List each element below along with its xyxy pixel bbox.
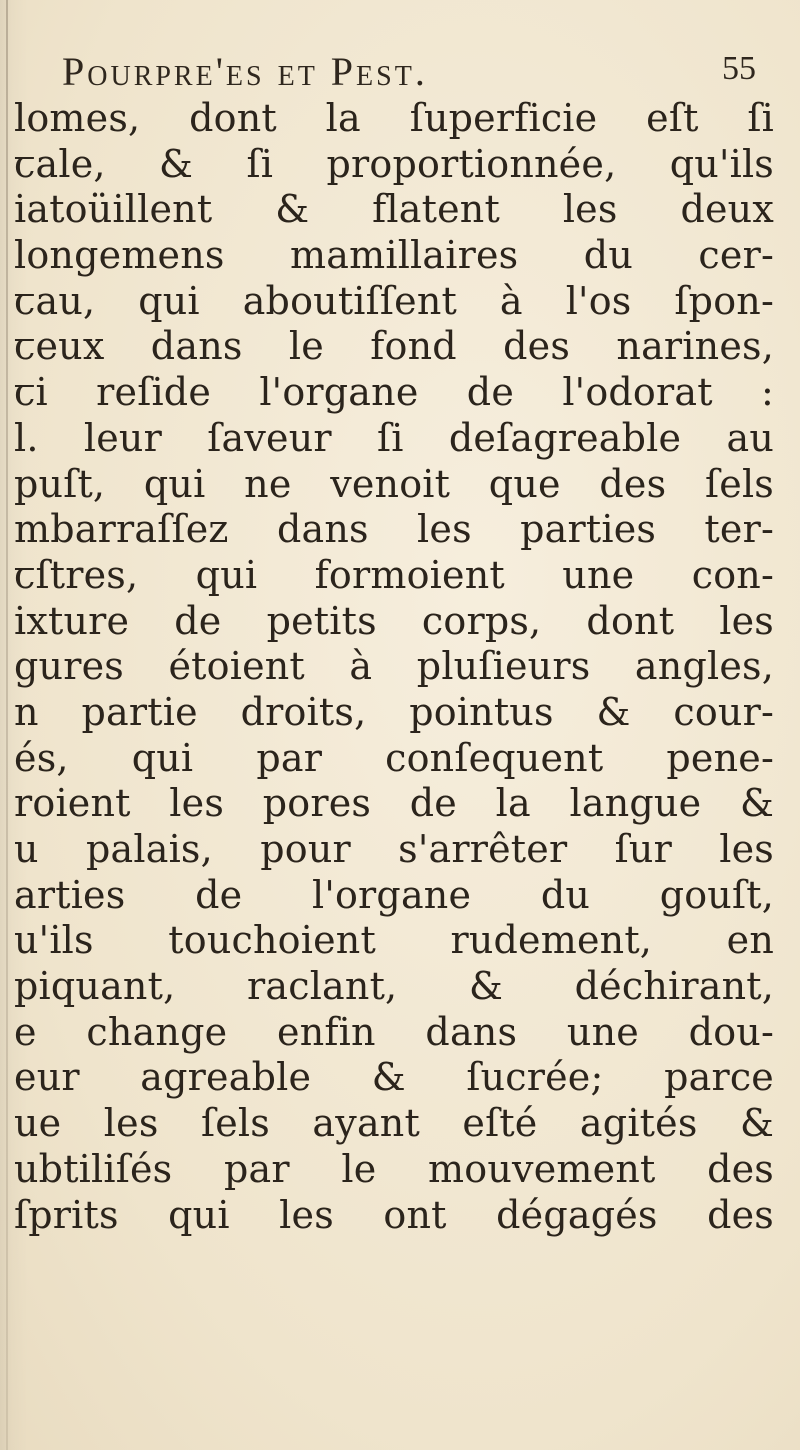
text-line: ubtiliſés par le mouvement des bbox=[14, 1146, 774, 1191]
body-text bbox=[14, 96, 774, 1238]
page-gutter bbox=[6, 0, 8, 1450]
text-line: és, qui par conſequent pene- bbox=[14, 735, 774, 780]
text-line: mbarraſſez dans les parties ter- bbox=[14, 507, 774, 552]
text-line: iatoüillent & flatent les deux bbox=[14, 187, 774, 232]
running-head-title: Pourpre'es et Pest. bbox=[62, 49, 428, 94]
page-number: 55 bbox=[722, 50, 756, 87]
text-line: ſprits qui les ont dégagés des bbox=[14, 1192, 774, 1237]
text-line: roient les pores de la langue & bbox=[14, 781, 774, 826]
text-line: u palais, pour s'arrêter ſur les bbox=[14, 827, 774, 871]
text-line: ꞇau, qui aboutiſſent à l'os ſpon- bbox=[14, 278, 774, 323]
text-line: eur agreable & ſucrée; parce bbox=[14, 1055, 774, 1100]
text-line: ꞇale, & ſi proportionnée, qu'ils bbox=[14, 141, 774, 186]
text-line: arties de l'organe du gouſt, bbox=[14, 872, 774, 917]
text-line: n partie droits, pointus & cour- bbox=[14, 689, 774, 734]
text-line: e change enfin dans une dou- bbox=[14, 1009, 774, 1054]
text-line: ixture de petits corps, dont les bbox=[14, 598, 774, 643]
text-line: lomes, dont la ſuperficie eſt ſi bbox=[14, 96, 774, 140]
running-head bbox=[62, 40, 762, 96]
text-line: ꞇſtres, qui formoient une con- bbox=[14, 552, 774, 597]
text-line: ue les ſels ayant eſté agités & bbox=[14, 1101, 774, 1146]
text-line: gures étoient à pluſieurs angles, bbox=[14, 644, 774, 689]
text-line: longemens mamillaires du cer- bbox=[14, 233, 774, 278]
text-line: ꞇi reſide l'organe de l'odorat : bbox=[14, 370, 774, 415]
text-line: ꞇeux dans le fond des narines, bbox=[14, 324, 774, 369]
text-line: puſt, qui ne venoit que des ſels bbox=[14, 461, 774, 506]
text-line: piquant, raclant, & déchirant, bbox=[14, 964, 774, 1009]
text-line: u'ils touchoient rudement, en bbox=[14, 918, 774, 963]
text-line: l. leur ſaveur ſi deſagreable au bbox=[14, 415, 774, 460]
